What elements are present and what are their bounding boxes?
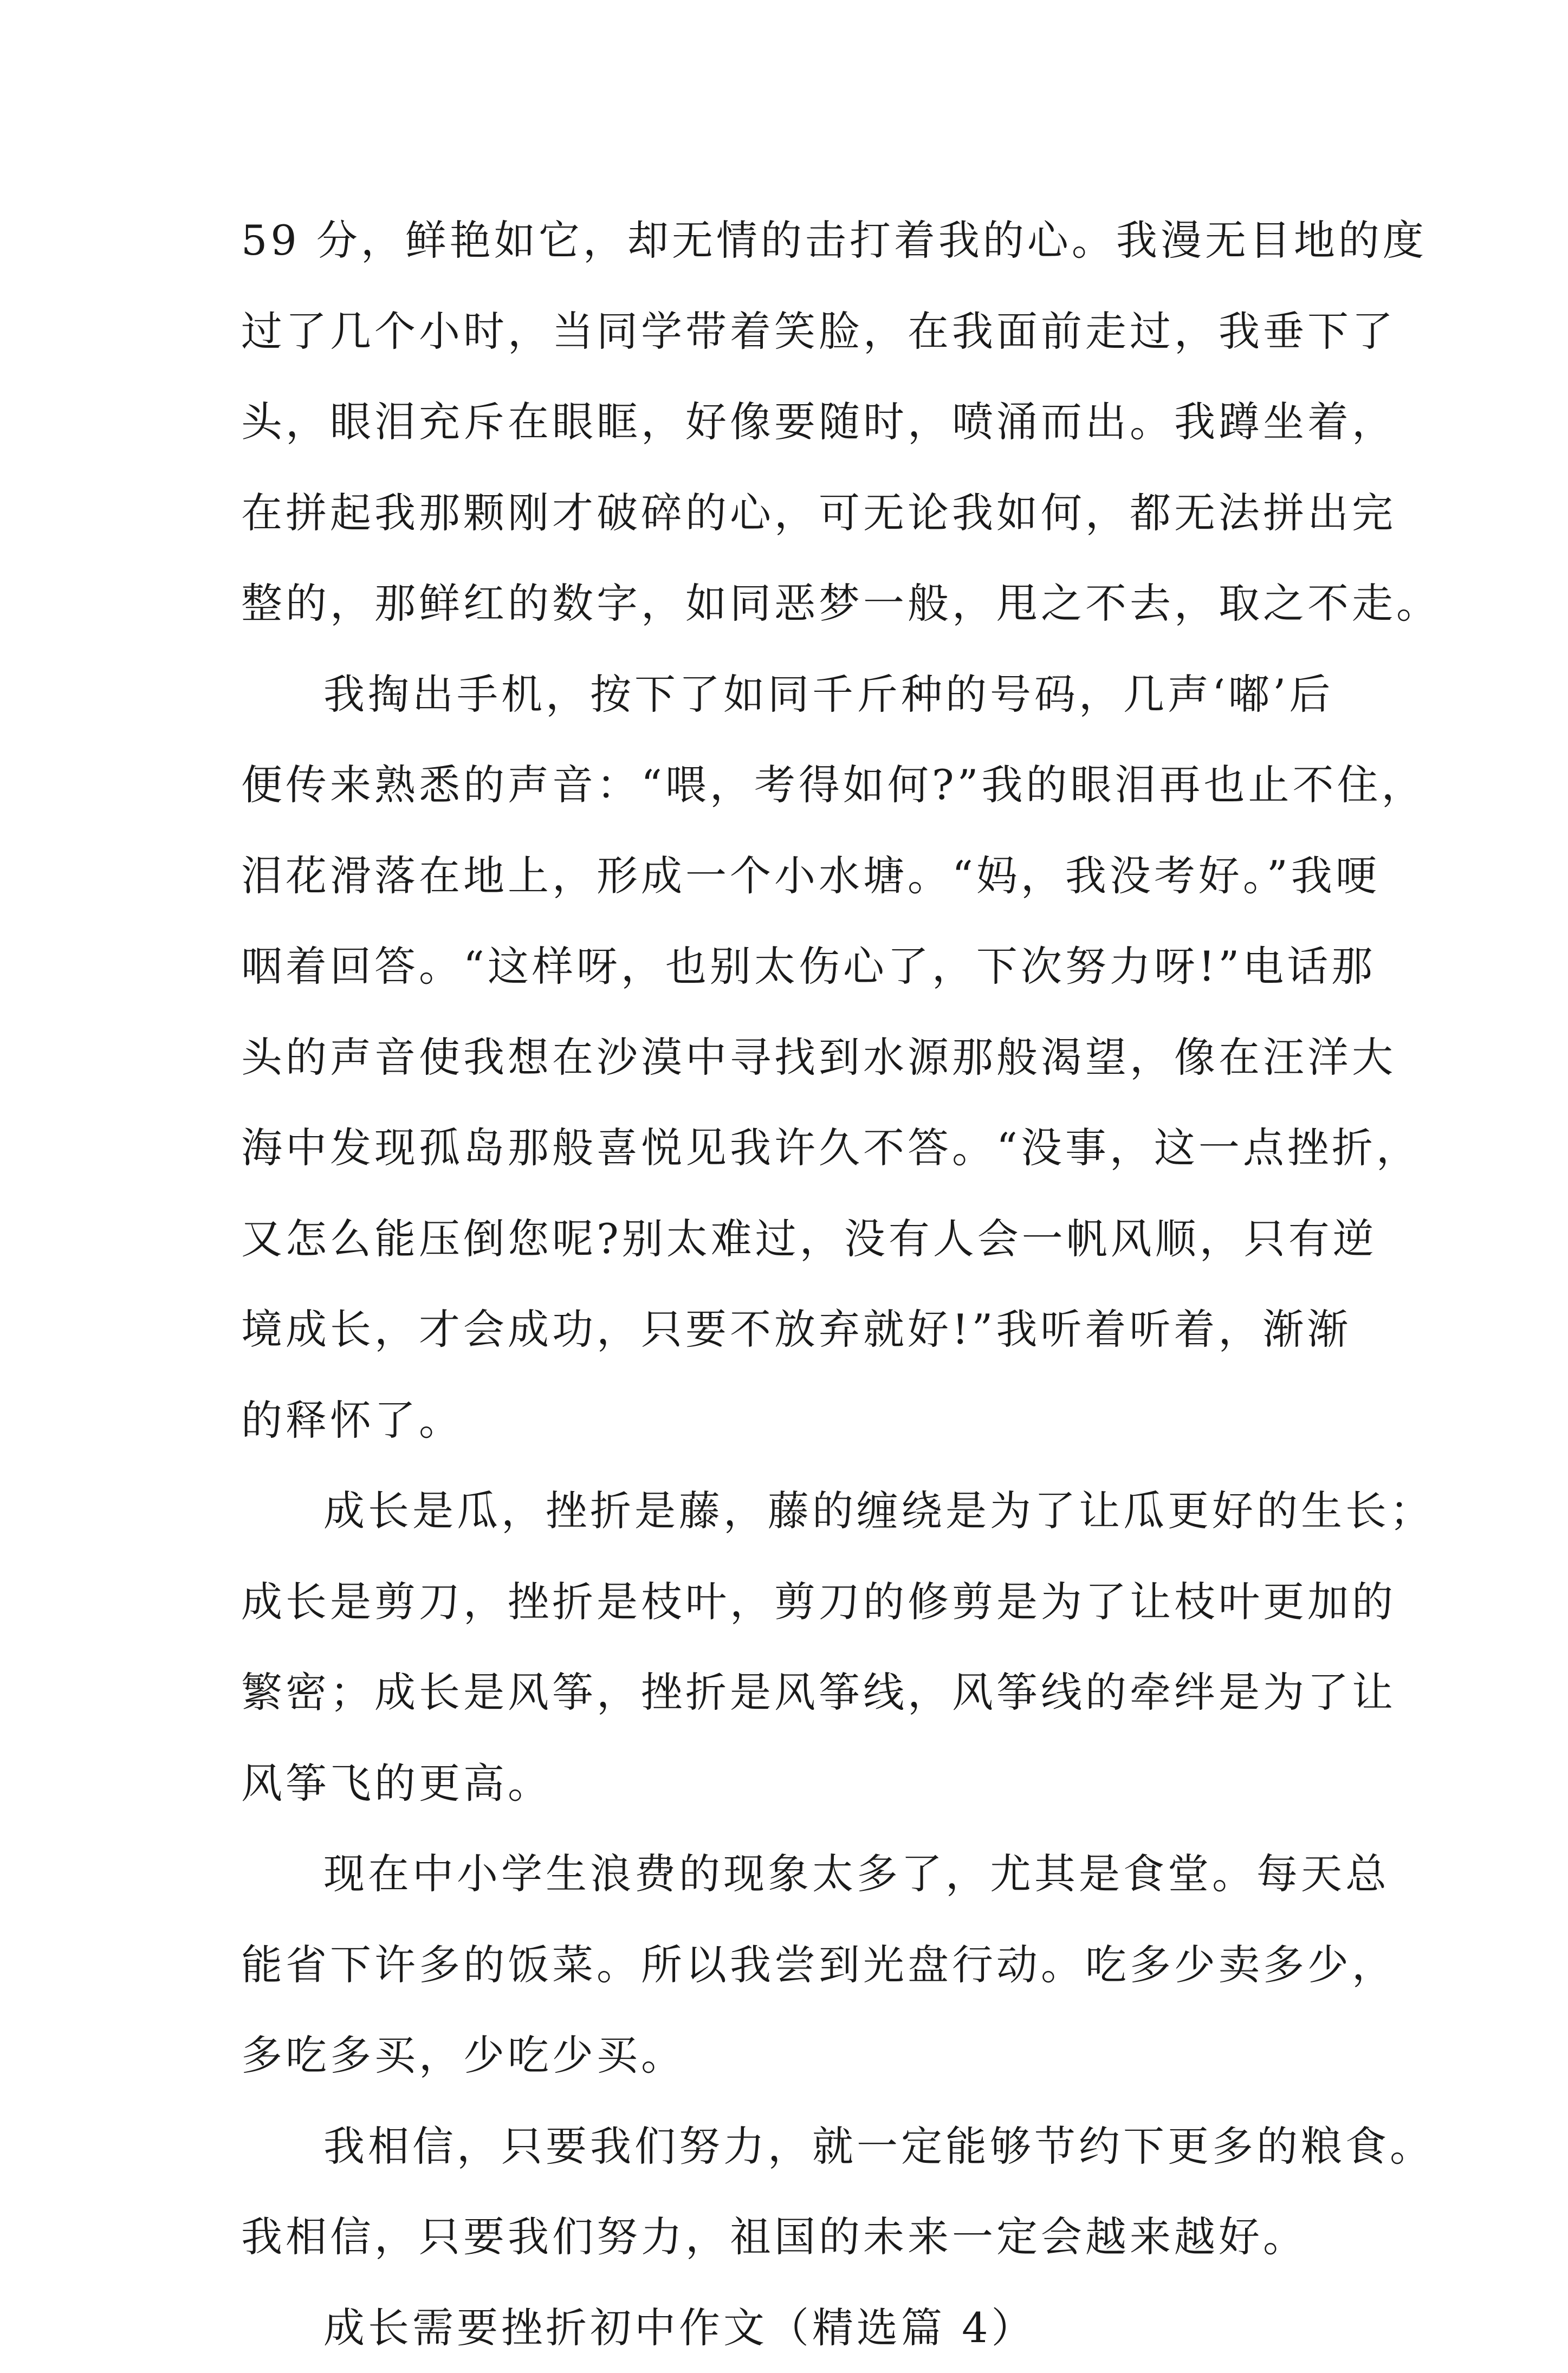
text-line: 境成长，才会成功，只要不放弃就好!”我听着听着，渐渐 bbox=[241, 1284, 1349, 1375]
text-line: 我相信，只要我们努力，祖国的未来一定会越来越好。 bbox=[241, 2192, 1349, 2283]
text-line: 的释怀了。 bbox=[241, 1375, 1349, 1466]
text-line: 风筝飞的更高。 bbox=[241, 1738, 1349, 1829]
text-line: 泪花滑落在地上，形成一个小水塘。“妈，我没考好。”我哽 bbox=[241, 831, 1349, 922]
text-line: 又怎么能压倒您呢?别太难过，没有人会一帆风顺，只有逆 bbox=[241, 1194, 1349, 1285]
text-line: 过了几个小时，当同学带着笑脸，在我面前走过，我垂下了 bbox=[241, 286, 1349, 377]
text-line: 头的声音使我想在沙漠中寻找到水源那般渴望，像在汪洋大 bbox=[241, 1012, 1349, 1103]
paragraph-first-line: 我掏出手机，按下了如同千斤种的号码，几声‘嘟’后 bbox=[241, 649, 1349, 740]
text-line: 便传来熟悉的声音：“喂，考得如何?”我的眼泪再也止不住， bbox=[241, 740, 1349, 831]
text-line: 59 分，鲜艳如它，却无情的击打着我的心。我漫无目地的度 bbox=[241, 195, 1349, 286]
section-heading: 成长需要挫折初中作文（精选篇 4） bbox=[241, 2283, 1349, 2373]
text-line: 头，眼泪充斥在眼眶，好像要随时，喷涌而出。我蹲坐着， bbox=[241, 377, 1349, 468]
paragraph-first-line: 成长是瓜，挫折是藤，藤的缠绕是为了让瓜更好的生长； bbox=[241, 1466, 1349, 1557]
document-body bbox=[241, 195, 1349, 2373]
paragraph-first-line: 我相信，只要我们努力，就一定能够节约下更多的粮食。 bbox=[241, 2101, 1349, 2192]
text-line: 繁密；成长是风筝，挫折是风筝线，风筝线的牵绊是为了让 bbox=[241, 1647, 1349, 1738]
paragraph-first-line: 现在中小学生浪费的现象太多了，尤其是食堂。每天总 bbox=[241, 1829, 1349, 1920]
text-line: 海中发现孤岛那般喜悦见我许久不答。“没事，这一点挫折， bbox=[241, 1103, 1349, 1194]
text-line: 整的，那鲜红的数字，如同恶梦一般，甩之不去，取之不走。 bbox=[241, 558, 1349, 649]
text-line: 成长是剪刀，挫折是枝叶，剪刀的修剪是为了让枝叶更加的 bbox=[241, 1557, 1349, 1648]
text-line: 在拼起我那颗刚才破碎的心，可无论我如何，都无法拼出完 bbox=[241, 468, 1349, 559]
text-line: 咽着回答。“这样呀，也别太伤心了，下次努力呀!”电话那 bbox=[241, 921, 1349, 1012]
text-line: 能省下许多的饭菜。所以我尝到光盘行动。吃多少卖多少， bbox=[241, 1920, 1349, 2011]
text-line: 多吃多买，少吃少买。 bbox=[241, 2010, 1349, 2101]
